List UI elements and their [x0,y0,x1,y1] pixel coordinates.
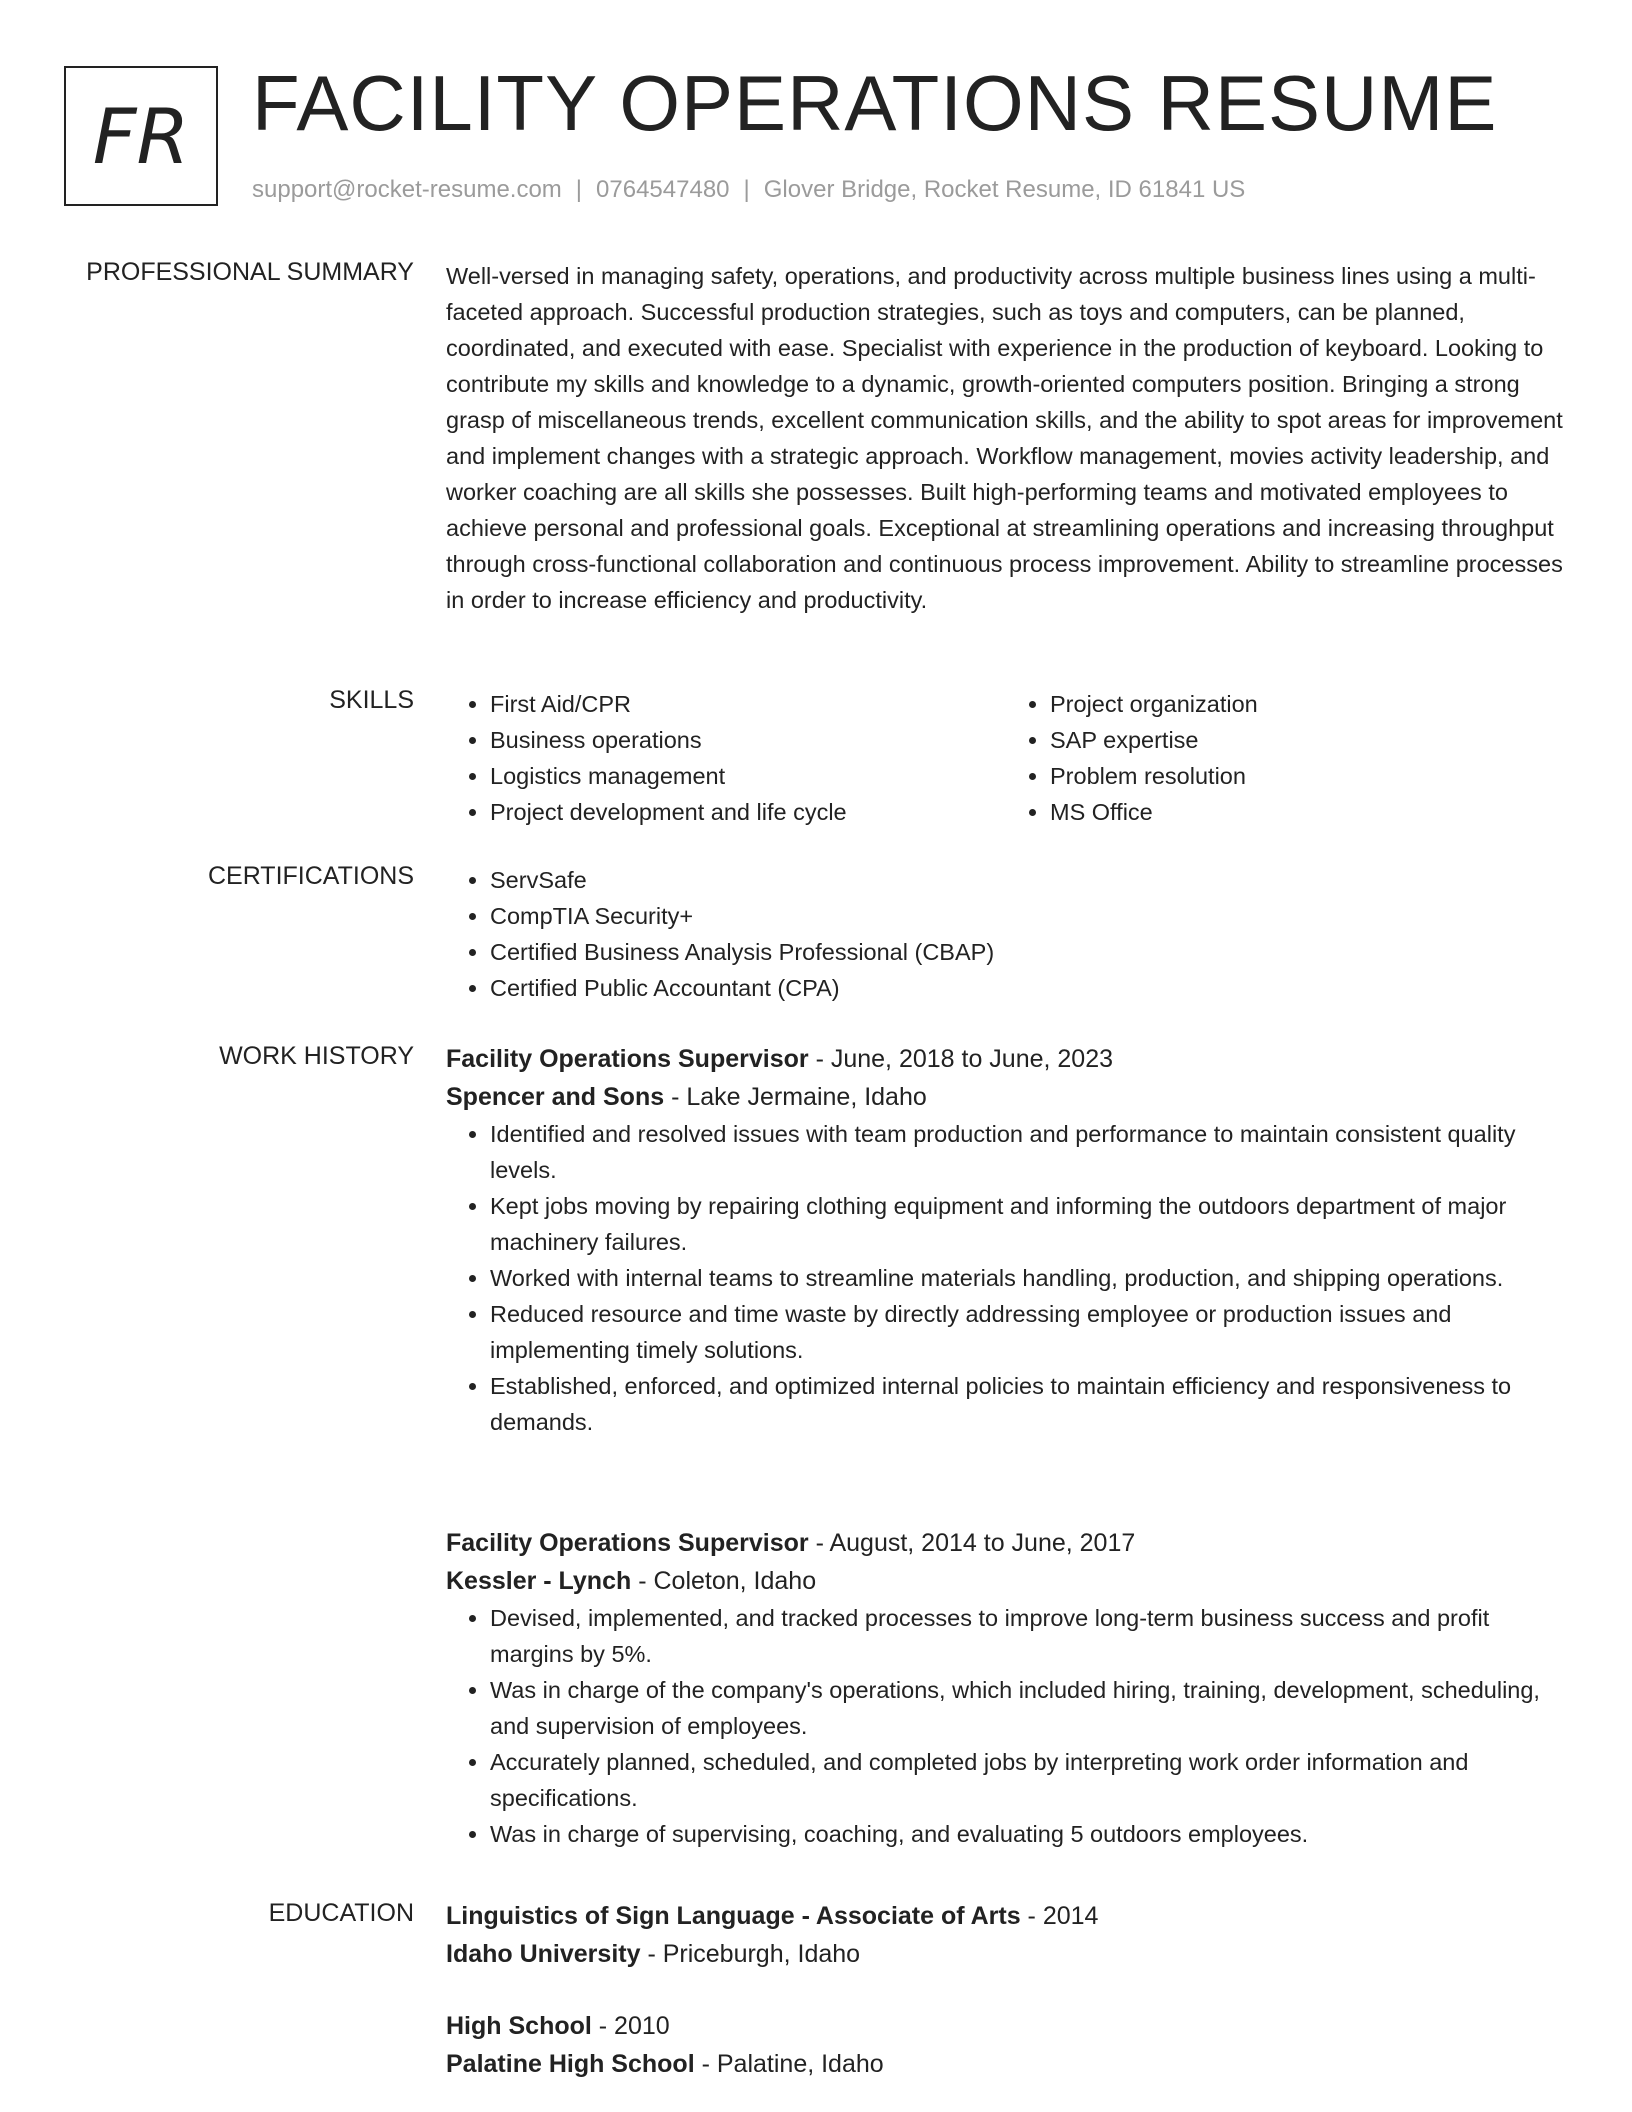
job-company-line [446,1078,1566,1116]
job-bullet: • Was in charge of the company's operations, which included hiring, training, development, scheduling, and supervision of employees. [490,1672,1566,1744]
job-company: Spencer and Sons [446,1083,665,1111]
job-bullet: • Kept jobs moving by repairing clothing equipment and informing the outdoors department of major machinery failures. [490,1188,1566,1260]
contact-separator: | [743,176,750,203]
job-location: - Coleton, Idaho [631,1567,817,1595]
skill-item: • Problem resolution [1050,758,1566,794]
job-dates: - August, 2014 to June, 2017 [808,1529,1136,1557]
skill-item: • Business operations [490,722,1006,758]
job-company-line [446,1562,1566,1600]
job-bullet: • Accurately planned, scheduled, and completed jobs by interpreting work order information and specifications. [490,1744,1566,1816]
job-bullets [446,1116,1566,1440]
skill-item: • SAP expertise [1050,722,1566,758]
skill-item: • Logistics management [490,758,1006,794]
skill-item: • Project organization [1050,686,1566,722]
section-label-certifications: CERTIFICATIONS [207,862,414,890]
contact-phone[interactable]: 0764547480 [596,176,730,203]
education-school-line [446,2045,884,2083]
contact-line [252,176,1245,204]
job-bullets [446,1600,1566,1852]
education-degree: High School [446,2012,592,2040]
education-degree-line [446,2007,884,2045]
job-bullet: • Identified and resolved issues with team production and performance to maintain consistent quality levels. [490,1116,1566,1188]
section-label-summary: PROFESSIONAL SUMMARY [86,258,414,286]
job-location: - Lake Jermaine, Idaho [664,1083,927,1111]
education-school-line [446,1935,1566,1973]
job-company: Kessler - Lynch [446,1567,632,1595]
section-label-skills: SKILLS [329,686,414,714]
contact-separator: | [575,176,583,203]
skills-list-left [446,686,1006,830]
contact-email[interactable]: support@rocket-resume.com [252,176,562,203]
education-year: - 2010 [591,2012,670,2040]
monogram-initials: FR [92,91,190,181]
job-bullet: • Was in charge of supervising, coaching, and evaluating 5 outdoors employees. [490,1816,1566,1852]
job-title: Facility Operations Supervisor [446,1045,809,1073]
job-bullet: • Devised, implemented, and tracked processes to improve long-term business success and profit margins by 5%. [490,1600,1566,1672]
skill-item: • Project development and life cycle [490,794,1006,830]
skill-item: • First Aid/CPR [490,686,1006,722]
certification-item: • CompTIA Security+ [490,898,1566,934]
education-school: Idaho University [446,1940,641,1968]
certifications-list [446,862,1566,1006]
education-year: - 2014 [1020,1902,1099,1930]
section-label-work-history: WORK HISTORY [219,1042,414,1070]
certification-item: • Certified Public Accountant (CPA) [490,970,1566,1006]
job-bullet: • Worked with internal teams to streamline materials handling, production, and shipping operations. [490,1260,1566,1296]
job-title: Facility Operations Supervisor [446,1529,809,1557]
education-degree-line [446,1897,1566,1935]
job-title-line [446,1040,1566,1078]
job-bullet: • Established, enforced, and optimized internal policies to maintain efficiency and responsiveness to demands. [490,1368,1566,1440]
certification-item: • ServSafe [490,862,1566,898]
education-entry [446,2007,884,2083]
education-location: - Palatine, Idaho [694,2050,884,2078]
skill-item: • MS Office [1050,794,1566,830]
skills-columns [446,686,1566,830]
job-entry [446,1040,1566,1440]
job-dates: - June, 2018 to June, 2023 [808,1045,1114,1073]
education-entry [446,1897,1566,1973]
section-label-education: EDUCATION [268,1899,414,1927]
resume-title: FACILITY OPERATIONS RESUME [252,59,1498,147]
job-bullet: • Reduced resource and time waste by directly addressing employee or production issues and implementing timely solutions. [490,1296,1566,1368]
contact-address: Glover Bridge, Rocket Resume, ID 61841 US [763,176,1246,203]
education-school: Palatine High School [446,2050,695,2078]
monogram-box [64,66,218,206]
certification-item: • Certified Business Analysis Professional (CBAP) [490,934,1566,970]
summary-text: Well-versed in managing safety, operations, and productivity across multiple business lines using a multi-faceted approach. Successful production strategies, such as toys and computers, can be planned, coordinated, and executed with ease. Specialist with experience in the production of keyboard. Looking to contribute my skills and knowledge to a dynamic, growth-oriented computers position. Bringing a strong grasp of miscellaneous trends, excellent communication skills, and the ability to spot areas for improvement and implement changes with a strategic approach. Workflow management, movies activity leadership, and worker coaching are all skills she possesses. Built high-performing teams and motivated employees to achieve personal and professional goals. Exceptional at streamlining operations and increasing throughput through cross-functional collaboration and continuous process improvement. Ability to streamline processes in order to increase efficiency and productivity. [446,263,1563,613]
job-title-line [446,1524,1566,1562]
job-entry [446,1524,1566,1852]
education-location: - Priceburgh, Idaho [640,1940,861,1968]
education-degree: Linguistics of Sign Language - Associate of Arts [446,1902,1021,1930]
skills-list-right [1006,686,1566,830]
